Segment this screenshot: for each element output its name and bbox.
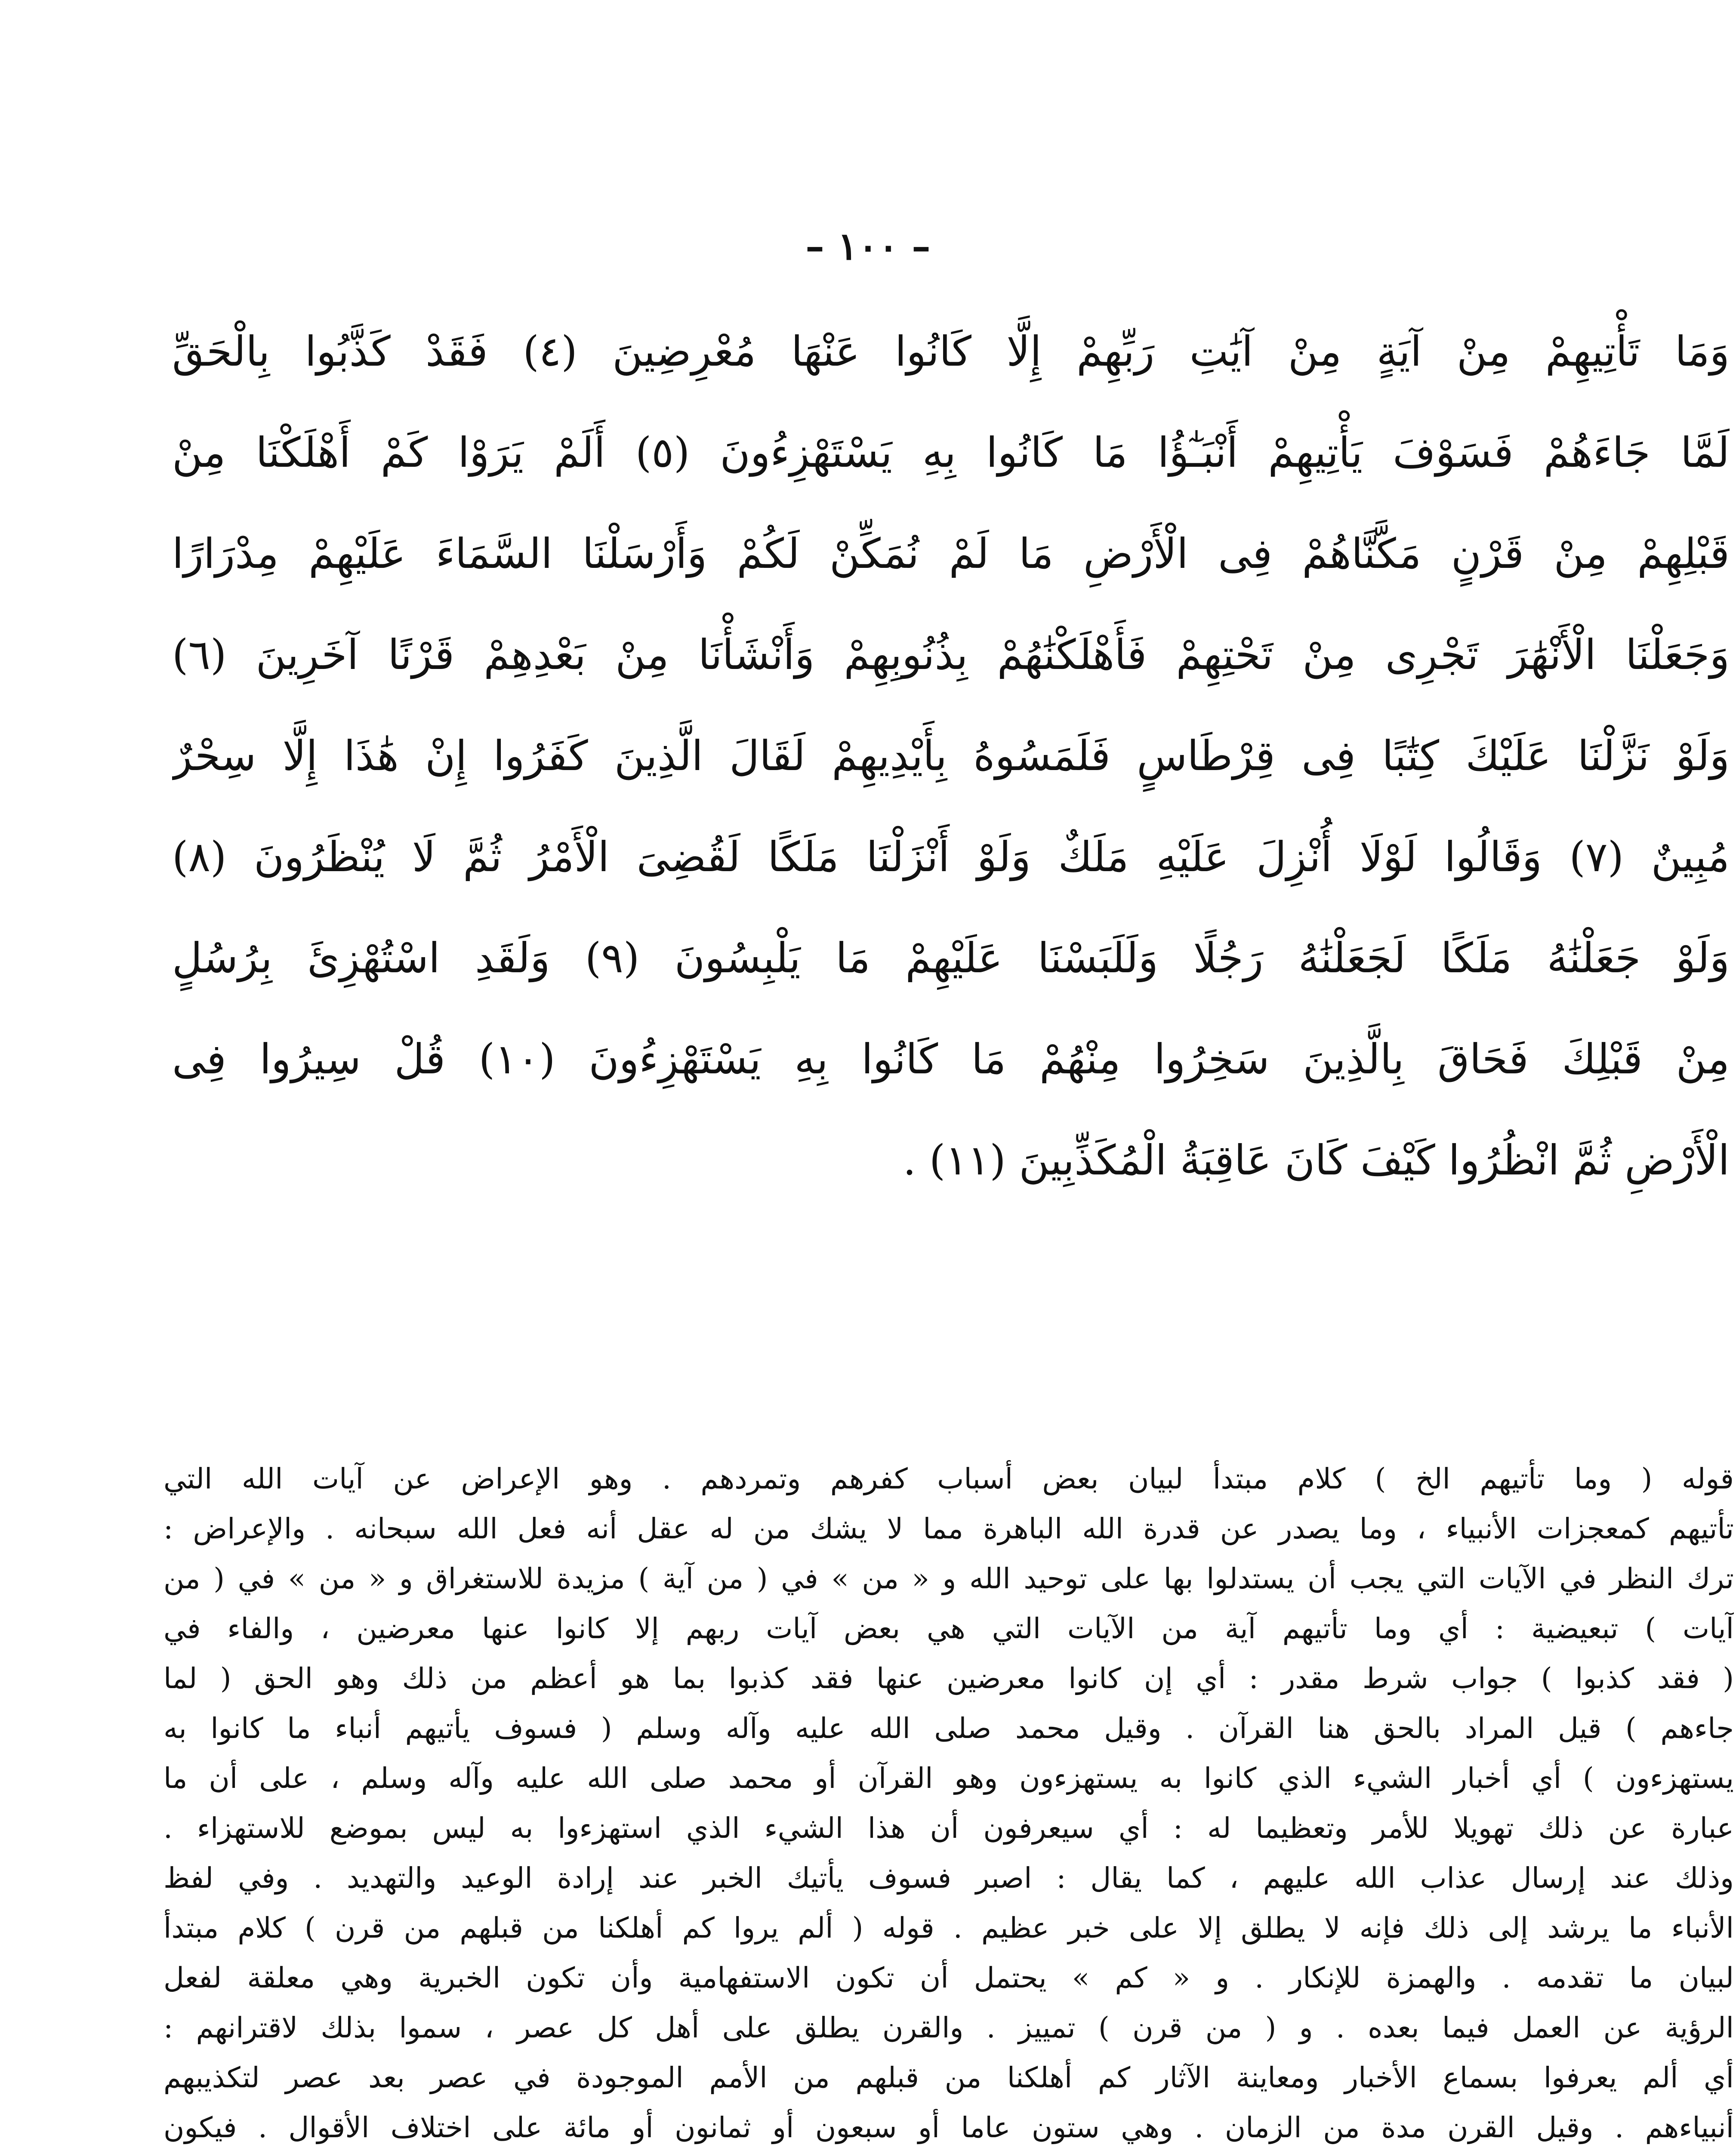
quran-line: وَجَعَلْنَا الْأَنْهَٰرَ تَجْرِى مِنْ تَحْتِهِمْ فَأَهْلَكْنَٰهُمْ بِذُنُوبِهِمْ وَأَنْشَأْنَا مِنْ بَعْدِهِمْ قَرْنًا آخَرِينَ (٦) [172,631,1730,679]
quran-line: الْأَرْضِ ثُمَّ انْظُرُوا كَيْفَ كَانَ عَاقِبَةُ الْمُكَذِّبِينَ (١١) . [903,1136,1730,1184]
quran-line: وَمَا تَأْتِيهِمْ مِنْ آيَةٍ مِنْ آيَٰتِ رَبِّهِمْ إِلَّا كَانُوا عَنْهَا مُعْرِضِينَ (٤) فَقَدْ كَذَّبُوا بِالْحَقِّ [172,327,1730,376]
quran-line: مِنْ قَبْلِكَ فَحَاقَ بِالَّذِينَ سَخِرُوا مِنْهُمْ مَا كَانُوا بِهِ يَسْتَهْزِءُونَ (١٠) قُلْ سِيرُوا فِى [172,1035,1730,1083]
page-number: – ١٠٠ – [805,224,931,268]
commentary-line: عبارة عن ذلك تهويلا للأمر وتعظيما له : أي سيعرفون أن هذا الشيء الذي استهزءوا به ليس بموضع للاستهزاء . [163,1812,1734,1845]
commentary-line: الأنباء ما يرشد إلى ذلك فإنه لا يطلق إلا على خبر عظيم . قوله ( ألم يروا كم أهلكنا من قبلهم من قرن ) كلام مبتدأ [163,1911,1734,1945]
quran-verses-block [172,301,1730,1211]
quran-line: وَلَوْ جَعَلْنَٰهُ مَلَكًا لَجَعَلْنَٰهُ رَجُلًا وَلَلَبَسْنَا عَلَيْهِمْ مَا يَلْبِسُونَ (٩) وَلَقَدِ اسْتُهْزِئَ بِرُسُلٍ [172,934,1730,982]
commentary-line: أي ألم يعرفوا بسماع الأخبار ومعاينة الآثار كم أهلكنا من قبلهم من الأمم الموجودة في عصر بعد عصر لتكذيبهم [163,2061,1734,2094]
quran-line: وَلَوْ نَزَّلْنَا عَلَيْكَ كِتَٰبًا فِى قِرْطَاسٍ فَلَمَسُوهُ بِأَيْدِيهِمْ لَقَالَ الَّذِينَ كَفَرُوا إِنْ هَٰذَا إِلَّا سِحْرٌ [172,732,1730,780]
commentary-line: أنبياءهم . وقيل القرن مدة من الزمان . وهي ستون عاما أو سبعون أو ثمانون أو مائة على اختلاف الأقوال . فيكون [163,2111,1734,2144]
commentary-block [163,1454,1734,2151]
commentary-line: جاءهم ) قيل المراد بالحق هنا القرآن . وقيل محمد صلى الله عليه وآله وسلم ( فسوف يأتيهم أنباء ما كانوا به [163,1712,1734,1745]
quran-line: مُبِينٌ (٧) وَقَالُوا لَوْلَا أُنْزِلَ عَلَيْهِ مَلَكٌ وَلَوْ أَنْزَلْنَا مَلَكًا لَقُضِىَ الْأَمْرُ ثُمَّ لَا يُنْظَرُونَ (٨) [172,833,1730,881]
quran-line: قَبْلِهِمْ مِنْ قَرْنٍ مَكَّنَّاهُمْ فِى الْأَرْضِ مَا لَمْ نُمَكِّنْ لَكُمْ وَأَرْسَلْنَا السَّمَاءَ عَلَيْهِمْ مِدْرَارًا [172,530,1730,578]
quran-line: لَمَّا جَاءَهُمْ فَسَوْفَ يَأْتِيهِمْ أَنْبَـٰٓؤُا مَا كَانُوا بِهِ يَسْتَهْزِءُونَ (٥) أَلَمْ يَرَوْا كَمْ أَهْلَكْنَا مِنْ [172,428,1730,477]
commentary-line: آيات ) تبعيضية : أي وما تأتيهم آية من الآيات التي هي بعض آيات ربهم إلا كانوا عنها معرضين ، والفاء في [163,1612,1734,1645]
commentary-line: يستهزءون ) أي أخبار الشيء الذي كانوا به يستهزءون وهو القرآن أو محمد صلى الله عليه وآله وسلم ، على أن ما [163,1762,1734,1795]
commentary-line: تأتيهم كمعجزات الأنبياء ، وما يصدر عن قدرة الله الباهرة مما لا يشك من له عقل أنه فعل الله سبحانه . والإعراض : [163,1512,1734,1545]
commentary-line: لبيان ما تقدمه . والهمزة للإنكار . و « كم » يحتمل أن تكون الاستفهامية وأن تكون الخبرية وهي معلقة لفعل [163,1961,1734,1994]
commentary-line: قوله ( وما تأتيهم الخ ) كلام مبتدأ لبيان بعض أسباب كفرهم وتمردهم . وهو الإعراض عن آيات الله التي [163,1462,1734,1495]
commentary-line: الرؤية عن العمل فيما بعده . و ( من قرن ) تمييز . والقرن يطلق على أهل كل عصر ، سموا بذلك لاقترانهم : [163,2011,1734,2044]
commentary-line: ترك النظر في الآيات التي يجب أن يستدلوا بها على توحيد الله و « من » في ( من آية ) مزيدة للاستغراق و « من » في ( من [163,1562,1734,1595]
commentary-line: وذلك عند إرسال عذاب الله عليهم ، كما يقال : اصبر فسوف يأتيك الخبر عند إرادة الوعيد والتهديد . وفي لفظ [163,1861,1734,1895]
commentary-line: ( فقد كذبوا ) جواب شرط مقدر : أي إن كانوا معرضين عنها فقد كذبوا بما هو أعظم من ذلك وهو الحق ( لما [163,1662,1734,1695]
